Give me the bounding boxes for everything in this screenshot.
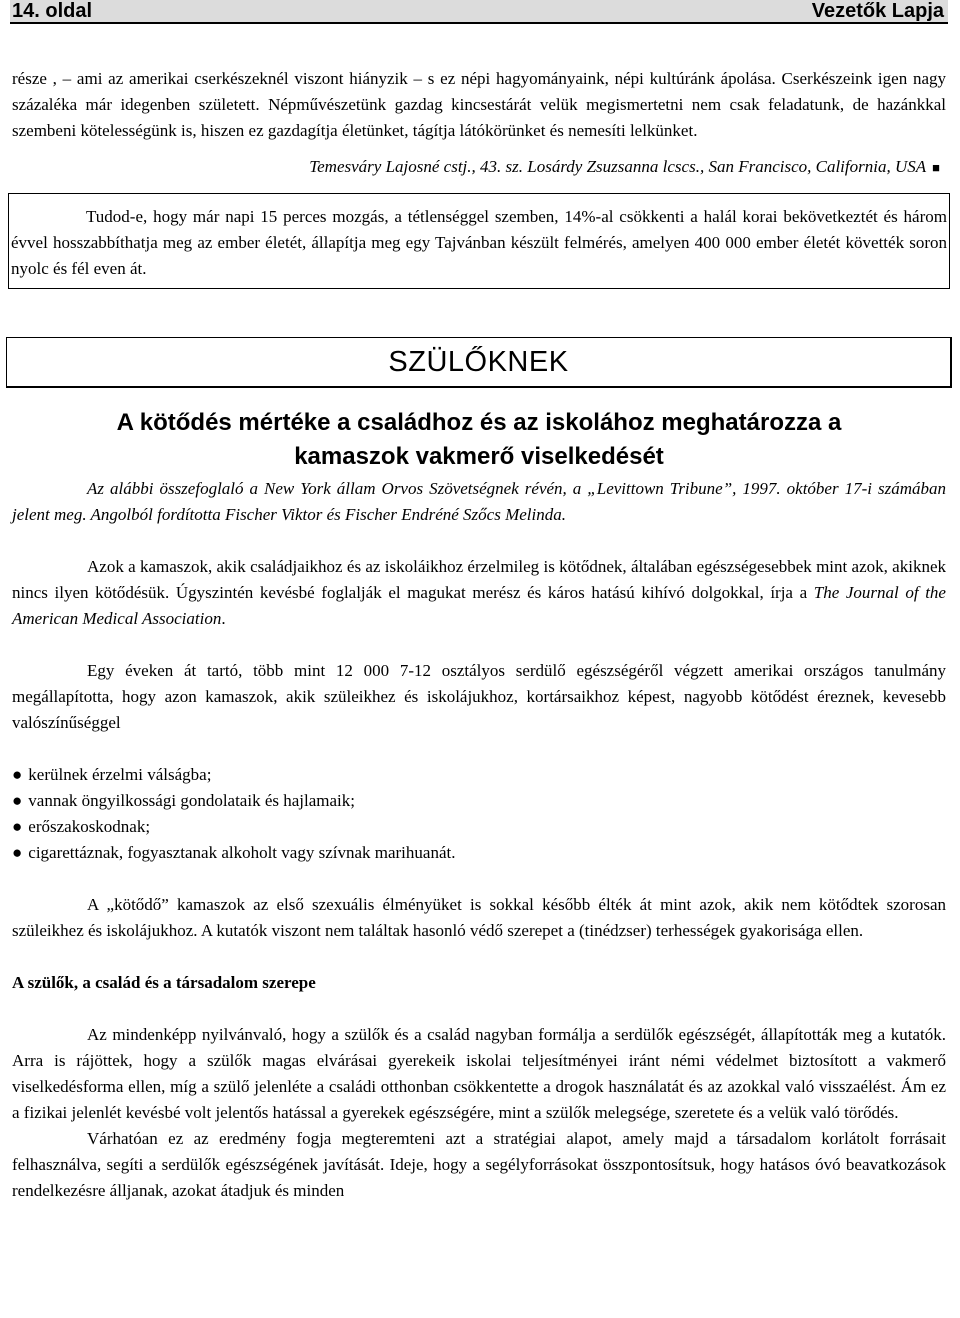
headline-line-1: A kötődés mértéke a családhoz és az iskolához meghatározza a (116, 409, 842, 436)
did-you-know-box (8, 193, 950, 289)
intro-paragraph: része , – ami az amerikai cserkészeknél viszont hiányzik – s ez népi hagyományaink, népi kultúránk ápolása. Cserkészeink igen nagy százaléka már idegenben született. Népművészetünk gazdag kincsestárát velük megismertetni nem csak feladatunk, de hazánkkal szembeni kötelességünk is, hiszen ez gazdagítja életünket, tágítja látókörünket és nemesíti lelkünket. (12, 69, 946, 140)
paragraph-1-text: Azok a kamaszok, akik családjaikhoz és az iskoláikhoz érzelmileg is kötődnek, általában egészségesebbek mint azok, akiknek nincs ilyen kötődésük. Úgyszintén kevésbé foglalják el magukat merész és káros hatású kihívó dolgokkal, írja a (12, 557, 946, 602)
article-paragraph-4: Az mindenképp nyilvánvaló, hogy a szülők és a család nagyban formálja a serdülők egészségét, állapították meg a kutatók. Arra is rájöttek, hogy a szülők magas elvárásai gyerekeik iskolai teljesítményei iránt némi védelmet biztosított a vakmerő viselkedésforma ellen, míg a szülő jelenléte a családi otthonban csökkentette a drogok használatát és az azokkal való visszaélést. Ám ez a fizikai jelenlét kevésbé volt jelentős hatással a gyerekek egészségére, mint a szülők melegsége, szeretete és a velük való törődés. (12, 1025, 946, 1122)
article-headline (12, 406, 946, 474)
list-item (12, 840, 946, 866)
article-subheading: A szülők, a család és a társadalom szerepe (12, 973, 316, 992)
list-item (12, 788, 946, 814)
bullet-icon: ● (12, 843, 23, 862)
section-title: SZÜLŐKNEK (388, 345, 569, 378)
section-title-box (6, 337, 952, 388)
list-item (12, 762, 946, 788)
article-paragraph-1 (12, 554, 946, 632)
signature-line (12, 154, 946, 181)
list-item (12, 814, 946, 840)
publication-name: Vezetők Lapja (811, 0, 944, 22)
bullet-icon: ● (12, 817, 23, 836)
article-paragraph-5: Várhatóan ez az eredmény fogja megteremteni azt a stratégiai alapot, amely majd a társadalom korlátolt forrásait felhasználva, segíti a serdülők egészségének javítását. Ideje, hogy a segélyforrásokat összpontosítsuk, hogy hatásos óvó beavatkozások rendelkezésre álljanak, azokat átadjuk és minden (12, 1129, 946, 1200)
headline-line-2: kamaszok vakmerő viselkedését (294, 443, 664, 470)
list-item-text: vannak öngyilkossági gondolataik és hajlamaik; (28, 791, 355, 810)
list-item-text: kerülnek érzelmi válságba; (28, 765, 212, 784)
page-header (10, 0, 948, 24)
page-number: 14. oldal (12, 0, 93, 22)
article-source-note: Az alábbi összefoglaló a New York állam Orvos Szövetségnek révén, a „Levittown Tribune”, 1997. október 17-i számában jelent meg. Angolból fordította Fischer Viktor és Fischer Endréné Szőcs Melinda. (12, 479, 946, 524)
did-you-know-text: Tudod-e, hogy már napi 15 perces mozgás, a tétlenséggel szemben, 14%-al csökkenti a halál korai bekövetkeztét és három évvel hosszabbíthatja meg az ember életét, állapítja meg egy Tajvánban készült felmérés, amelyen 400 000 ember életét követték soron nyolc és fél even át. (11, 207, 947, 278)
bullet-icon: ● (12, 791, 23, 810)
paragraph-1-end: . (221, 609, 226, 628)
end-mark-icon: ■ (932, 160, 940, 175)
article-paragraph-2: Egy éveken át tartó, több mint 12 000 7-12 osztályos serdülő egészségéről végzett amerikai országos tanulmány megállapította, hogy azon kamaszok, akik szüleikhez és iskolájukhoz, kortársaikhoz képest, nagyobb kötődést éreznek, kevesebb valószínűséggel (12, 661, 946, 732)
article-paragraph-3: A „kötődő” kamaszok az első szexuális élményüket is sokkal később élték át mint azok, akik nem kötődtek szorosan szüleikhez és iskolájukhoz. A kutatók viszont nem találtak hasonló védő szerepet a (tinédzser) terhességek gyakorisága ellen. (12, 895, 946, 940)
journal-title: The Journal of the American Medical Association (12, 583, 946, 628)
list-item-text: cigarettáznak, fogyasztanak alkoholt vagy szívnak marihuanát. (28, 843, 456, 862)
list-item-text: erőszakoskodnak; (28, 817, 151, 836)
bullet-list (12, 762, 946, 866)
bullet-icon: ● (12, 765, 23, 784)
signature-text: Temesváry Lajosné cstj., 43. sz. Losárdy Zsuzsanna lcscs., San Francisco, California, USA (309, 157, 927, 176)
